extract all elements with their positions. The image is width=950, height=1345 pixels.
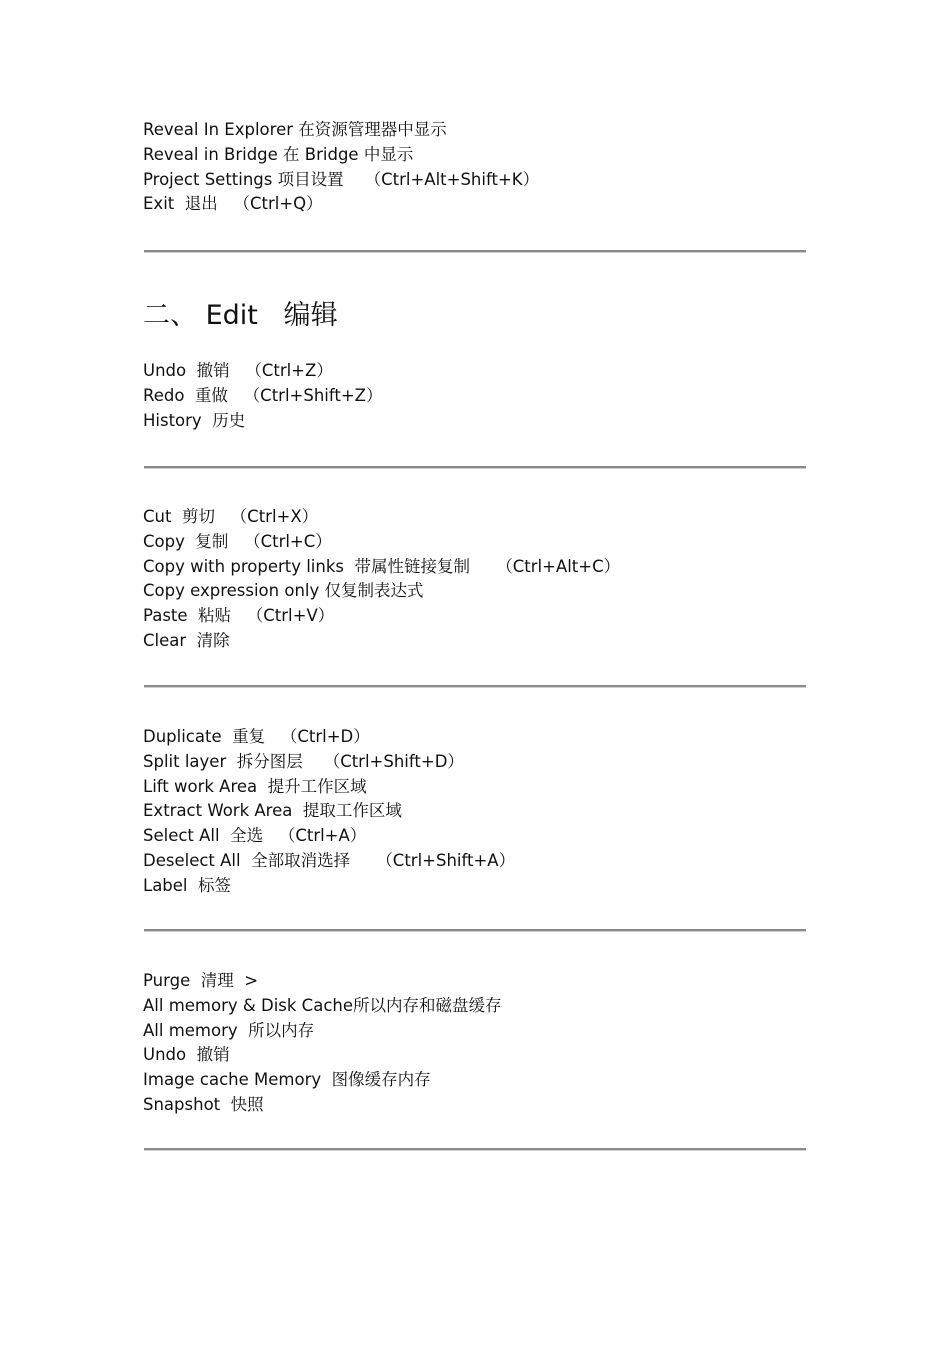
menu-entry-extract-work-area: Extract Work Area 提取工作区域 (143, 801, 402, 821)
menu-entry-purge-undo: Undo 撤销 (143, 1045, 230, 1065)
menu-entry-purge: Purge 清理 > (143, 971, 259, 990)
menu-entry-duplicate: Duplicate 重复 （Ctrl+D） (143, 727, 370, 746)
section-divider (144, 466, 806, 469)
menu-entry-copy-with-property-links: Copy with property links 带属性链接复制 （Ctrl+Alt+C） (143, 556, 621, 576)
menu-entry-lift-work-area: Lift work Area 提升工作区域 (143, 776, 367, 796)
menu-entry-label: Label 标签 (143, 875, 232, 895)
menu-entry-project-settings: Project Settings 项目设置 （Ctrl+Alt+Shift+K） (143, 169, 540, 189)
menu-entry-copy: Copy 复制 （Ctrl+C） (143, 531, 332, 551)
edit-group-clipboard (143, 505, 823, 654)
menu-entry-paste: Paste 粘贴 （Ctrl+V） (143, 606, 335, 626)
file-menu-items (143, 118, 823, 217)
edit-group-layer (143, 725, 823, 899)
menu-entry-cut: Cut 剪切 （Ctrl+X） (143, 507, 319, 526)
menu-entry-exit: Exit 退出 （Ctrl+Q） (143, 194, 323, 214)
menu-entry-image-cache-memory: Image cache Memory 图像缓存内存 (143, 1070, 431, 1090)
menu-entry-select-all: Select All 全选 （Ctrl+A） (143, 826, 367, 846)
edit-group-undo (143, 359, 823, 433)
section-divider (144, 929, 806, 932)
menu-entry-copy-expression-only: Copy expression only 仅复制表达式 (143, 581, 424, 601)
section-divider (144, 1148, 806, 1151)
edit-group-purge (143, 969, 823, 1118)
menu-entry-undo: Undo 撤销 （Ctrl+Z） (143, 361, 333, 380)
section-heading-edit: 二、 Edit 编辑 (143, 300, 338, 331)
menu-entry-reveal-in-bridge: Reveal in Bridge 在 Bridge 中显示 (143, 144, 414, 164)
menu-entry-redo: Redo 重做 （Ctrl+Shift+Z） (143, 385, 383, 405)
menu-entry-history: History 历史 (143, 410, 246, 430)
section-divider (144, 250, 806, 253)
menu-entry-split-layer: Split layer 拆分图层 （Ctrl+Shift+D） (143, 751, 464, 771)
menu-entry-all-memory-disk-cache: All memory & Disk Cache所以内存和磁盘缓存 (143, 995, 502, 1015)
section-divider (144, 685, 806, 688)
menu-entry-snapshot: Snapshot 快照 (143, 1094, 264, 1114)
menu-entry-reveal-in-explorer: Reveal In Explorer 在资源管理器中显示 (143, 120, 447, 139)
menu-entry-deselect-all: Deselect All 全部取消选择 （Ctrl+Shift+A） (143, 850, 516, 870)
menu-entry-all-memory: All memory 所以内存 (143, 1020, 315, 1040)
menu-entry-clear: Clear 清除 (143, 630, 230, 650)
